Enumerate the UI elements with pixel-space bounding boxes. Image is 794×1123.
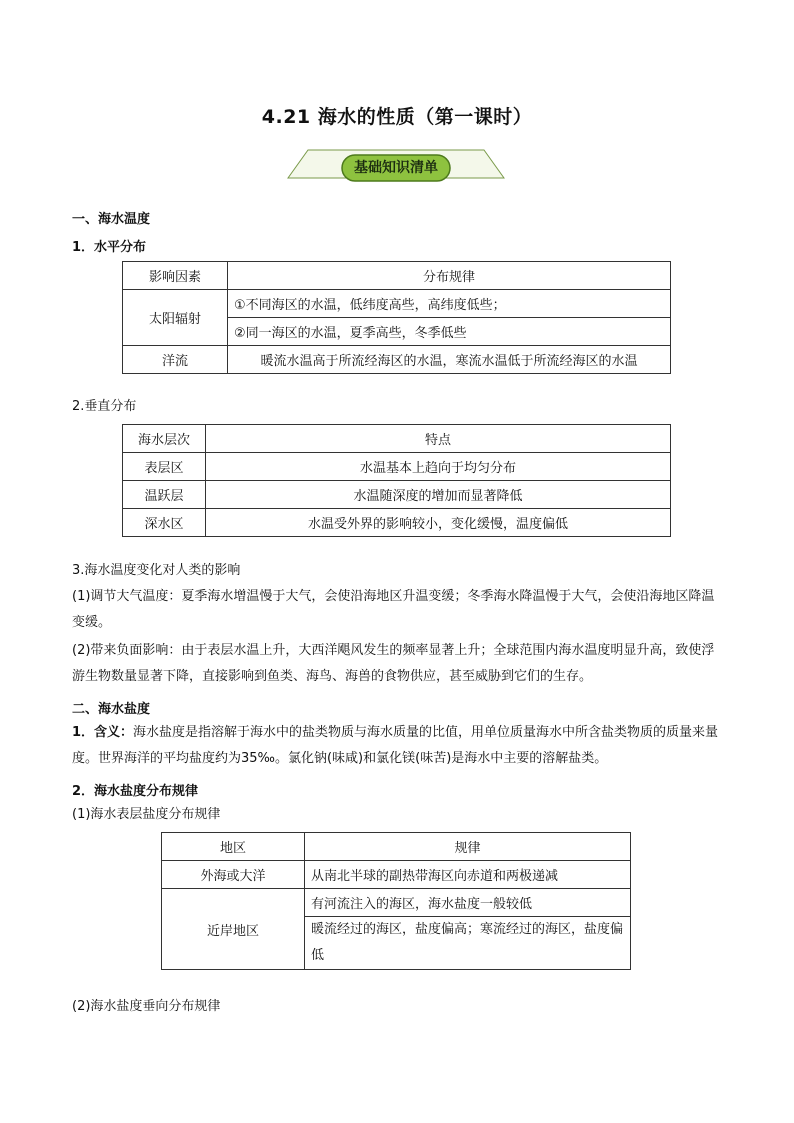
table-row	[123, 262, 671, 290]
table-cell: 从南北半球的副热带海区向赤道和两极递减	[305, 861, 631, 889]
table-row	[123, 290, 671, 318]
subheading-vertical: 2.垂直分布	[72, 399, 137, 414]
table-cell: 太阳辐射	[123, 290, 228, 346]
table-cell: 暖流经过的海区，盐度偏高；寒流经过的海区，盐度偏低	[305, 917, 631, 970]
table-cell: 水温基本上趋向于均匀分布	[206, 453, 671, 481]
table-cell: 洋流	[123, 346, 228, 374]
table-header: 地区	[162, 833, 305, 861]
subheading-horizontal: 1．水平分布	[72, 240, 147, 255]
table-cell: 水温随深度的增加而显著降低	[206, 481, 671, 509]
page-title: 4.21 海水的性质（第一课时）	[261, 106, 533, 128]
table-row	[123, 453, 671, 481]
table-row	[123, 346, 671, 374]
table-header: 海水层次	[123, 425, 206, 453]
subheading-human-impact: 3.海水温度变化对人类的影响	[72, 563, 241, 578]
table-cell: 温跃层	[123, 481, 206, 509]
table-row	[162, 889, 631, 917]
table-cell: 外海或大洋	[162, 861, 305, 889]
table-cell: 水温受外界的影响较小，变化缓慢，温度偏低	[206, 509, 671, 537]
subheading-surface-salinity: (1)海水表层盐度分布规律	[72, 807, 221, 822]
table-row	[162, 833, 631, 861]
table-header: 分布规律	[228, 262, 671, 290]
table-horizontal-distribution	[122, 261, 671, 374]
table-cell: 有河流注入的海区，海水盐度一般较低	[305, 889, 631, 917]
badge-label: 基础知识清单	[354, 160, 438, 176]
subheading-salinity-distribution: 2．海水盐度分布规律	[72, 784, 199, 799]
table-row	[123, 509, 671, 537]
table-row	[123, 425, 671, 453]
table-vertical-distribution	[122, 424, 671, 537]
table-header: 特点	[206, 425, 671, 453]
paragraph-negative-impact: (2)带来负面影响：由于表层水温上升，大西洋飓风发生的频率显著上升；全球范围内海水温度明显升高，致使浮游生物数量显著下降，直接影响到鱼类、海鸟、海兽的食物供应，甚至威胁到它们的生存。	[72, 643, 715, 684]
definition-label: 1．含义：	[72, 725, 134, 740]
table-cell: 近岸地区	[162, 889, 305, 970]
section-heading-temperature: 一、海水温度	[72, 212, 151, 227]
section-badge	[286, 148, 506, 188]
table-cell: 暖流水温高于所流经海区的水温，寒流水温低于所流经海区的水温	[228, 346, 671, 374]
subheading-vertical-salinity: (2)海水盐度垂向分布规律	[72, 999, 221, 1014]
table-cell: ①不同海区的水温，低纬度高些，高纬度低些；	[228, 290, 671, 318]
definition-text: 海水盐度是指溶解于海水中的盐类物质与海水质量的比值，用单位质量海水中所含盐类物质的质量来量度。世界海洋的平均盐度约为35‰。氯化钠(味咸)和氯化镁(味苦)是海水中主要的溶解盐类。	[72, 725, 719, 766]
table-surface-salinity	[161, 832, 631, 970]
table-cell: ②同一海区的水温，夏季高些，冬季低些	[228, 318, 671, 346]
table-header: 规律	[305, 833, 631, 861]
table-cell: 表层区	[123, 453, 206, 481]
paragraph-climate-regulation: (1)调节大气温度：夏季海水增温慢于大气，会使沿海地区升温变缓；冬季海水降温慢于大气，会使沿海地区降温变缓。	[72, 589, 715, 630]
table-row	[162, 861, 631, 889]
paragraph-salinity-definition	[72, 720, 726, 772]
table-cell: 深水区	[123, 509, 206, 537]
table-header: 影响因素	[123, 262, 228, 290]
section-heading-salinity: 二、海水盐度	[72, 702, 151, 717]
table-row	[123, 481, 671, 509]
